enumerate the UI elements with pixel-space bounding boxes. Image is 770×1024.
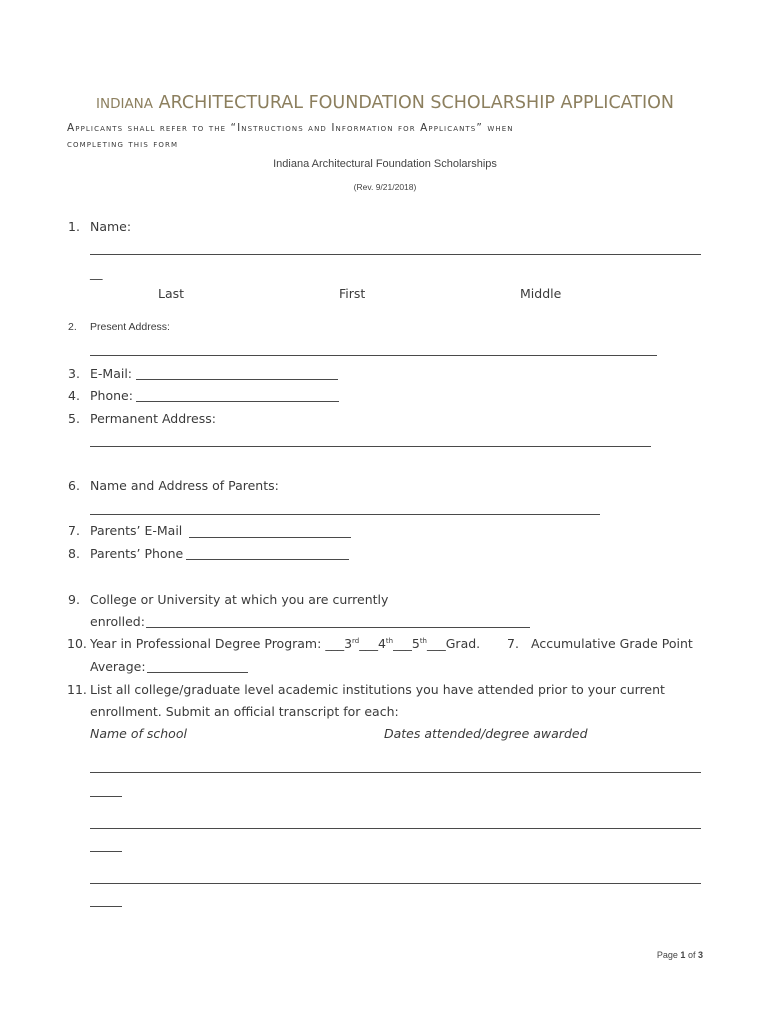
q1-number: 1. <box>68 219 80 234</box>
q4-number: 4. <box>68 388 80 403</box>
present-address-label: Present Address: <box>90 321 170 333</box>
q10-number: 10. <box>67 636 87 651</box>
revision-date: (Rev. 9/21/2018) <box>353 182 417 192</box>
instructions-line-1: Applicants shall refer to the “Instructions and Information for Applicants” when <box>67 122 514 134</box>
parents-phone-label: Parents’ Phone <box>90 546 184 561</box>
institution-field-2-overflow <box>90 851 122 852</box>
year-4th-option[interactable]: ___4th <box>359 636 394 651</box>
year-grad-option[interactable]: ___Grad. <box>427 636 481 651</box>
year-program-label: Year in Professional Degree Program: <box>90 636 322 651</box>
q2-number: 2. <box>68 321 77 333</box>
year-3rd-option[interactable]: ___3rd <box>325 636 360 651</box>
college-field[interactable] <box>146 627 530 628</box>
q7-number: 7. <box>68 523 80 538</box>
institutions-label: List all college/graduate level academic institutions you have attended prior to your current <box>90 682 665 697</box>
parents-label: Name and Address of Parents: <box>90 478 279 493</box>
present-address-field[interactable] <box>90 355 657 356</box>
institution-field-1[interactable] <box>90 772 701 773</box>
college-label: College or University at which you are currently <box>90 592 389 607</box>
q9-number: 9. <box>68 592 80 607</box>
phone-field[interactable] <box>136 401 339 402</box>
permanent-address-field[interactable] <box>90 446 651 447</box>
gpa-label: Accumulative Grade Point <box>531 636 693 651</box>
instructions-line-2: completing this form <box>67 138 179 150</box>
phone-label: Phone: <box>90 388 133 403</box>
gpa-number: 7. <box>507 636 519 651</box>
page-number: Page 1 of 3 <box>656 950 703 960</box>
name-first-caption: First <box>339 286 366 301</box>
q3-number: 3. <box>68 366 80 381</box>
school-column-header: Name of school <box>90 726 187 741</box>
page-title <box>0 93 770 113</box>
institution-field-2[interactable] <box>90 828 701 829</box>
parents-field[interactable] <box>90 514 600 515</box>
college-label-continued: enrolled: <box>90 614 145 629</box>
parents-phone-field[interactable] <box>186 559 349 560</box>
name-last-caption: Last <box>158 286 185 301</box>
name-field-overflow: __ <box>90 265 103 280</box>
q5-number: 5. <box>68 411 80 426</box>
title-lead: INDIANA <box>95 96 154 112</box>
email-field[interactable] <box>136 379 338 380</box>
title-rest: ARCHITECTURAL FOUNDATION SCHOLARSHIP APPLICATION <box>158 93 675 113</box>
form-subtitle: Indiana Architectural Foundation Scholarships <box>273 158 497 170</box>
name-label: Name: <box>90 219 132 234</box>
gpa-field[interactable] <box>147 672 248 673</box>
parents-email-label: Parents’ E-Mail <box>90 523 183 538</box>
institution-field-3-overflow <box>90 906 122 907</box>
name-field[interactable] <box>90 254 701 255</box>
permanent-address-label: Permanent Address: <box>90 411 216 426</box>
email-label: E-Mail: <box>90 366 133 381</box>
parents-email-field[interactable] <box>189 537 351 538</box>
institution-field-3[interactable] <box>90 883 701 884</box>
q6-number: 6. <box>68 478 80 493</box>
dates-column-header: Dates attended/degree awarded <box>384 726 588 741</box>
q11-number: 11. <box>67 682 87 697</box>
year-program-row <box>90 636 480 651</box>
q8-number: 8. <box>68 546 80 561</box>
year-5th-option[interactable]: ___5th <box>393 636 427 651</box>
institutions-label-continued: enrollment. Submit an official transcript for each: <box>90 704 399 719</box>
name-middle-caption: Middle <box>520 286 562 301</box>
institution-field-1-overflow <box>90 796 122 797</box>
gpa-label-continued: Average: <box>90 659 146 674</box>
